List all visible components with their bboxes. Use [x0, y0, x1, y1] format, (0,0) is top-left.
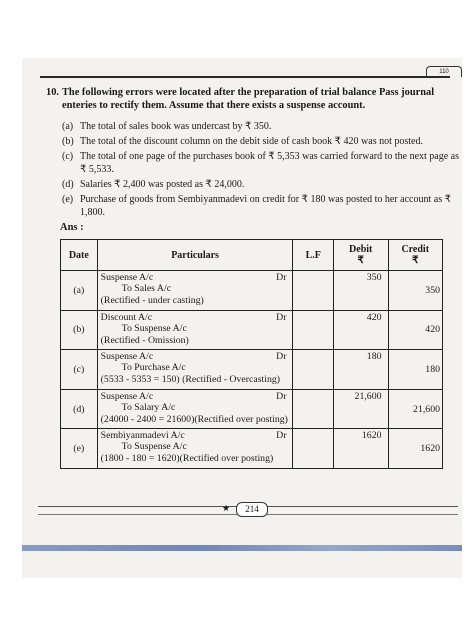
- row-date: (c): [61, 350, 98, 390]
- row-lf: [293, 389, 333, 429]
- decorative-band: [22, 545, 462, 551]
- narration: (Rectified - Omission): [100, 334, 189, 346]
- header-credit: [388, 240, 443, 271]
- cr-account: To Suspense A/c: [121, 322, 187, 334]
- page-tab: 110: [426, 66, 462, 77]
- row-debit: 420: [333, 310, 388, 350]
- dr-marker: Dr: [276, 351, 287, 363]
- row-particulars: [97, 429, 293, 469]
- item-label: (b): [62, 136, 74, 147]
- row-debit: 21,600: [333, 389, 388, 429]
- row-lf: [293, 271, 333, 311]
- dr-account: Sembiyanmadevi A/c: [100, 430, 185, 442]
- cr-account: To Salary A/c: [121, 401, 176, 413]
- header-particulars: Particulars: [97, 240, 293, 271]
- dr-account: Suspense A/c: [100, 272, 154, 283]
- item-label: (a): [62, 121, 74, 132]
- header-date: Date: [61, 240, 98, 271]
- page-number: 214: [236, 502, 268, 517]
- row-particulars: [97, 389, 293, 429]
- question-number: 10.: [46, 87, 59, 98]
- row-particulars: [97, 271, 293, 311]
- item-text: The total of one page of the purchases book of ₹ 5,353 was carried forward to the next page as ₹ 5,533.: [80, 151, 460, 175]
- answer-label: Ans :: [60, 222, 84, 233]
- dr-account: Suspense A/c: [100, 390, 154, 402]
- item-text: The total of sales book was undercast by ₹ 350.: [80, 121, 272, 132]
- narration: (24000 - 2400 = 21600)(Rectified over posting): [100, 413, 288, 425]
- item-label: (c): [62, 151, 74, 162]
- question-text: The following errors were located after the preparation of trial balance Pass journal enteries to rectify them. Assume that there exists a suspense account.: [62, 87, 435, 111]
- journal-table: [60, 239, 443, 469]
- row-particulars: [97, 310, 293, 350]
- row-date: (d): [61, 389, 98, 429]
- top-rule: [40, 76, 450, 78]
- header-credit-label: Credit: [401, 244, 430, 255]
- table-row: [61, 429, 443, 469]
- row-date: (e): [61, 429, 98, 469]
- item-text: Purchase of goods from Sembiyanmadevi on credit for ₹ 180 was posted to her account as ₹ 1,800.: [80, 194, 451, 218]
- item-text: Salaries ₹ 2,400 was posted as ₹ 24,000.: [80, 179, 245, 190]
- row-credit: 420: [388, 310, 443, 350]
- table-header-row: [61, 240, 443, 271]
- item-text: The total of the discount column on the debit side of cash book ₹ 420 was not posted.: [80, 136, 423, 147]
- item-label: (e): [62, 194, 74, 205]
- narration: (1800 - 180 = 1620)(Rectified over posting): [100, 453, 274, 465]
- header-credit-unit: ₹: [412, 255, 419, 266]
- row-particulars: [97, 350, 293, 390]
- row-credit: 180: [388, 350, 443, 390]
- row-debit: 350: [333, 271, 388, 311]
- row-debit: 180: [333, 350, 388, 390]
- row-date: (b): [61, 310, 98, 350]
- row-lf: [293, 350, 333, 390]
- cr-account: To Suspense A/c: [121, 441, 187, 453]
- star-icon: ★: [222, 503, 231, 513]
- row-lf: [293, 429, 333, 469]
- table-row: [61, 350, 443, 390]
- row-credit: 350: [388, 271, 443, 311]
- row-credit: 21,600: [388, 389, 443, 429]
- cr-account: To Purchase A/c: [121, 362, 186, 374]
- header-lf: L.F: [293, 240, 333, 271]
- header-debit: [333, 240, 388, 271]
- narration: (Rectified - under casting): [100, 295, 204, 306]
- narration: (5533 - 5353 = 150) (Rectified - Overcasting): [100, 374, 281, 386]
- row-debit: 1620: [333, 429, 388, 469]
- dr-marker: Dr: [276, 390, 287, 402]
- dr-marker: Dr: [276, 272, 287, 283]
- dr-account: Discount A/c: [100, 311, 153, 323]
- row-date: (a): [61, 271, 98, 311]
- table-row: [61, 389, 443, 429]
- dr-account: Suspense A/c: [100, 351, 154, 363]
- dr-marker: Dr: [276, 430, 287, 442]
- row-lf: [293, 310, 333, 350]
- dr-marker: Dr: [276, 311, 287, 323]
- header-debit-unit: ₹: [357, 255, 364, 266]
- table-row: [61, 271, 443, 311]
- table-row: [61, 310, 443, 350]
- item-label: (d): [62, 179, 74, 190]
- cr-account: To Sales A/c: [121, 283, 172, 294]
- header-debit-label: Debit: [349, 244, 373, 255]
- row-credit: 1620: [388, 429, 443, 469]
